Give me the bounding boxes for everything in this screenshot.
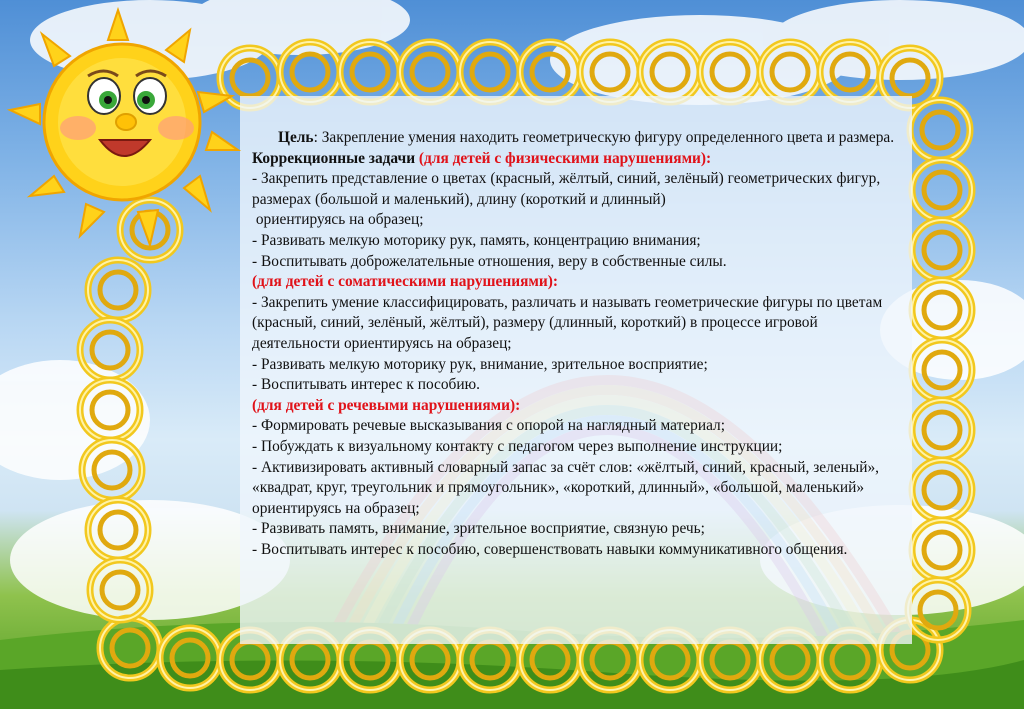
list-item: - Воспитывать доброжелательные отношения, веру в собственные силы. — [252, 252, 727, 270]
list-item: - Развивать память, внимание, зрительное восприятие, связную речь; — [252, 520, 705, 538]
left-cheek — [60, 116, 96, 140]
somatic-group-heading: (для детей с соматическими нарушениями): — [252, 273, 559, 291]
list-item: - Побуждать к визуальному контакту с педагогом через выполнение инструкции; — [252, 437, 783, 455]
list-item: - Закрепить умение классифицировать, различать и называть геометрические фигуры по цветам (красный, синий, зелёный, жёлтый), размеру (длинный, короткий) в процессе игровой деятельности ориентируясь на образец; — [252, 293, 887, 352]
list-item: - Воспитывать интерес к пособию. — [252, 376, 480, 394]
goal-text: : Закрепление умения находить геометрическую фигуру определенного цвета и размера. — [313, 129, 895, 146]
right-cheek — [158, 116, 194, 140]
smiling-sun-illustration — [0, 0, 250, 260]
list-item: - Закрепить представление о цветах (красный, жёлтый, синий, зелёный) геометрических фигур, — [252, 170, 881, 188]
goal-label: Цель — [278, 129, 314, 146]
tasks-label: Коррекционные задачи — [252, 149, 419, 167]
list-item: - Воспитывать интерес к пособию, совершенствовать навыки коммуникативного общения. — [252, 540, 848, 558]
goal-paragraph — [252, 128, 902, 149]
list-item: - Формировать речевые высказывания с опорой на наглядный материал; — [252, 417, 725, 435]
list-item: размерах (большой и маленький), длину (короткий и длинный) — [252, 190, 666, 208]
list-item: - Развивать мелкую моторику рук, память, концентрацию внимания; — [252, 231, 701, 249]
speech-group-heading: (для детей с речевыми нарушениями): — [252, 396, 521, 414]
list-item: - Активизировать активный словарный запас за счёт слов: «жёлтый, синий, красный, зеленый», «квадрат, круг, треугольник и прямоугольник», «короткий, длинный», «большой, маленький» ориентируясь на образец; — [252, 458, 883, 517]
list-item: - Развивать мелкую моторику рук, внимание, зрительное восприятие; — [252, 355, 708, 373]
list-item: ориентируясь на образец; — [252, 211, 424, 229]
tasks-heading — [252, 149, 902, 170]
sun-nose — [116, 114, 136, 130]
document-body — [252, 128, 902, 560]
physical-group-heading: (для детей с физическими нарушениями): — [418, 149, 712, 167]
